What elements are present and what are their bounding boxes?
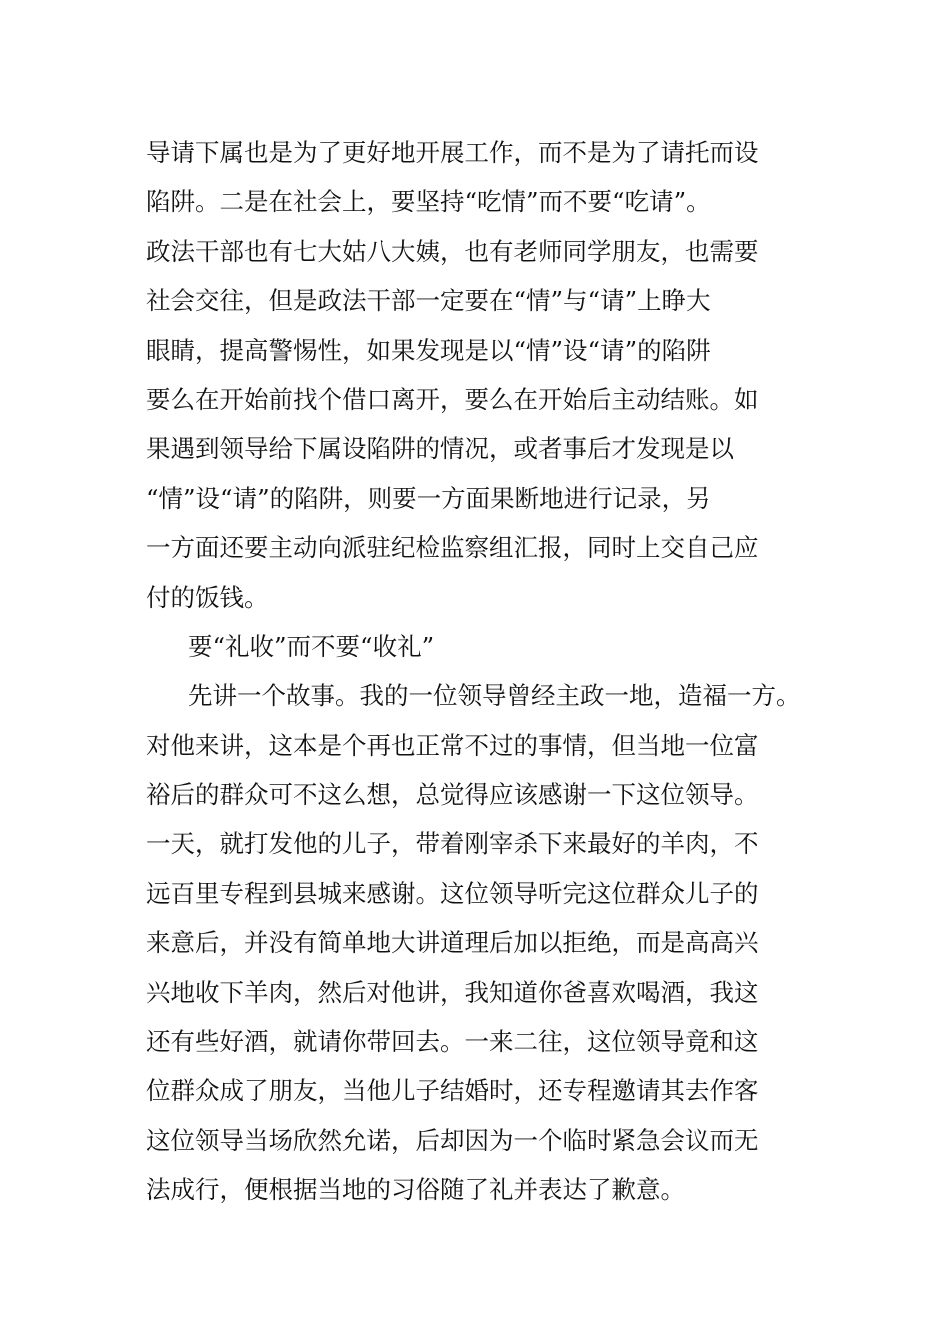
text-line: 位群众成了朋友，当他儿子结婚时，还专程邀请其去作客	[146, 1076, 759, 1106]
text-line: 果遇到领导给下属设陷阱的情况，或者事后才发现是以	[146, 434, 734, 464]
text-line: “情”设“请”的陷阱，则要一方面果断地进行记录，另	[146, 483, 711, 513]
body-text	[146, 128, 846, 1215]
text-line: 对他来讲，这本是个再也正常不过的事情，但当地一位富	[146, 730, 759, 760]
text-line: 导请下属也是为了更好地开展工作，而不是为了请托而设	[146, 138, 759, 167]
text-line: 陷阱。二是在社会上，要坚持“吃情”而不要“吃请”。	[146, 187, 711, 217]
text-line: 眼睛，提高警惕性，如果发现是以“情”设“请”的陷阱	[146, 335, 711, 365]
text-line: 裕后的群众可不这么想，总觉得应该感谢一下这位领导。	[146, 780, 759, 810]
text-line: 一方面还要主动向派驻纪检监察组汇报，同时上交自己应	[146, 533, 759, 563]
text-line: 先讲一个故事。我的一位领导曾经主政一地，造福一方。	[188, 681, 801, 711]
text-line: 要么在开始前找个借口离开，要么在开始后主动结账。如	[146, 384, 759, 414]
text-line: 远百里专程到县城来感谢。这位领导听完这位群众儿子的	[146, 878, 759, 908]
text-line: 兴地收下羊肉，然后对他讲，我知道你爸喜欢喝酒，我这	[146, 977, 759, 1007]
text-line: 付的饭钱。	[146, 582, 269, 612]
text-line: 政法干部也有七大姑八大姨，也有老师同学朋友，也需要	[146, 236, 759, 266]
section-heading: 要“礼收”而不要“收礼”	[188, 631, 435, 661]
text-line: 法成行，便根据当地的习俗随了礼并表达了歉意。	[146, 1175, 685, 1205]
text-line: 还有些好酒，就请你带回去。一来二往，这位领导竟和这	[146, 1027, 759, 1057]
text-line: 来意后，并没有简单地大讲道理后加以拒绝，而是高高兴	[146, 928, 759, 958]
text-line: 一天，就打发他的儿子，带着刚宰杀下来最好的羊肉，不	[146, 829, 759, 859]
text-line: 这位领导当场欣然允诺，后却因为一个临时紧急会议而无	[146, 1125, 759, 1155]
text-line: 社会交往，但是政法干部一定要在“情”与“请”上睁大	[146, 286, 711, 316]
